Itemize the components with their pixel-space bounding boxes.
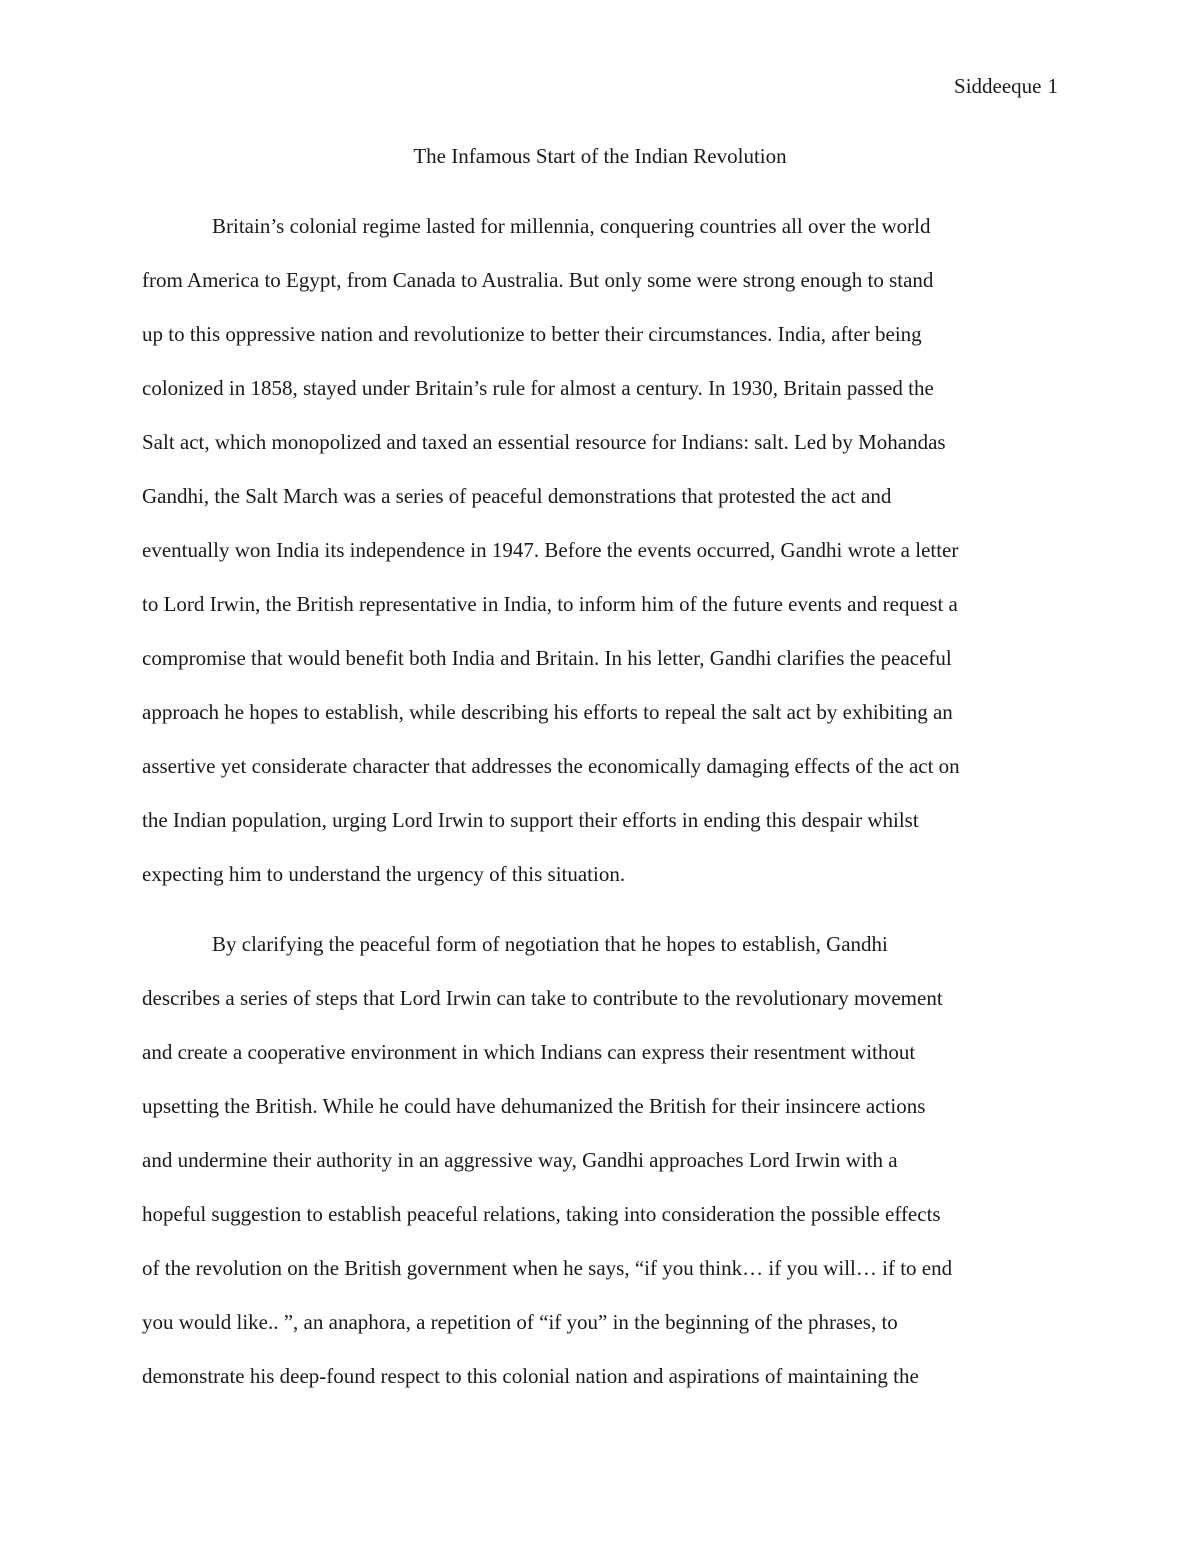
- paragraph-2-line-3: and create a cooperative environment in which Indians can express their resentment without: [142, 1040, 916, 1064]
- paragraph-2-line-4: upsetting the British. While he could have dehumanized the British for their insincere actions: [142, 1094, 926, 1118]
- paragraph-1-line-5: Salt act, which monopolized and taxed an essential resource for Indians: salt. Led by Mohandas: [142, 430, 946, 454]
- paragraph-1-line-4: colonized in 1858, stayed under Britain’s rule for almost a century. In 1930, Britain passed the: [142, 376, 934, 400]
- paragraph-1-line-8: to Lord Irwin, the British representative in India, to inform him of the future events and request a: [142, 592, 958, 616]
- header-author-surname: Siddeeque: [954, 74, 1042, 98]
- paragraph-1-line-2: from America to Egypt, from Canada to Australia. But only some were strong enough to stand: [142, 268, 934, 292]
- header-page-number: 1: [1047, 74, 1058, 98]
- paragraph-1-line-9: compromise that would benefit both India and Britain. In his letter, Gandhi clarifies the peaceful: [142, 646, 952, 670]
- paragraph-2-line-2: describes a series of steps that Lord Irwin can take to contribute to the revolutionary movement: [142, 986, 943, 1010]
- paragraph-2-line-8: you would like.. ”, an anaphora, a repetition of “if you” in the beginning of the phrases, to: [142, 1310, 898, 1334]
- paragraph-1-line-12: the Indian population, urging Lord Irwin to support their efforts in ending this despair whilst: [142, 808, 919, 832]
- page-header: [954, 72, 1058, 100]
- paragraph-1-line-10: approach he hopes to establish, while describing his efforts to repeal the salt act by exhibiting an: [142, 700, 953, 724]
- paragraph-1-line-1: Britain’s colonial regime lasted for millennia, conquering countries all over the world: [212, 214, 931, 238]
- paragraph-2-line-7: of the revolution on the British government when he says, “if you think… if you will… if to end: [142, 1256, 953, 1280]
- paragraph-1-line-11: assertive yet considerate character that addresses the economically damaging effects of the act on: [142, 754, 960, 778]
- paragraph-1-line-13: expecting him to understand the urgency of this situation.: [142, 862, 626, 886]
- paragraph-1-line-3: up to this oppressive nation and revolutionize to better their circumstances. India, after being: [142, 322, 922, 346]
- paragraph-2-line-9: demonstrate his deep-found respect to this colonial nation and aspirations of maintaining the: [142, 1364, 919, 1388]
- paragraph-2-line-5: and undermine their authority in an aggressive way, Gandhi approaches Lord Irwin with a: [142, 1148, 898, 1172]
- paragraph-2-line-6: hopeful suggestion to establish peaceful relations, taking into consideration the possible effects: [142, 1202, 941, 1226]
- essay-title: The Infamous Start of the Indian Revolution: [413, 144, 787, 168]
- paragraph-1-line-6: Gandhi, the Salt March was a series of peaceful demonstrations that protested the act and: [142, 484, 892, 508]
- paragraph-2-line-1: By clarifying the peaceful form of negotiation that he hopes to establish, Gandhi: [212, 932, 888, 956]
- paragraph-1-line-7: eventually won India its independence in 1947. Before the events occurred, Gandhi wrote a letter: [142, 538, 959, 562]
